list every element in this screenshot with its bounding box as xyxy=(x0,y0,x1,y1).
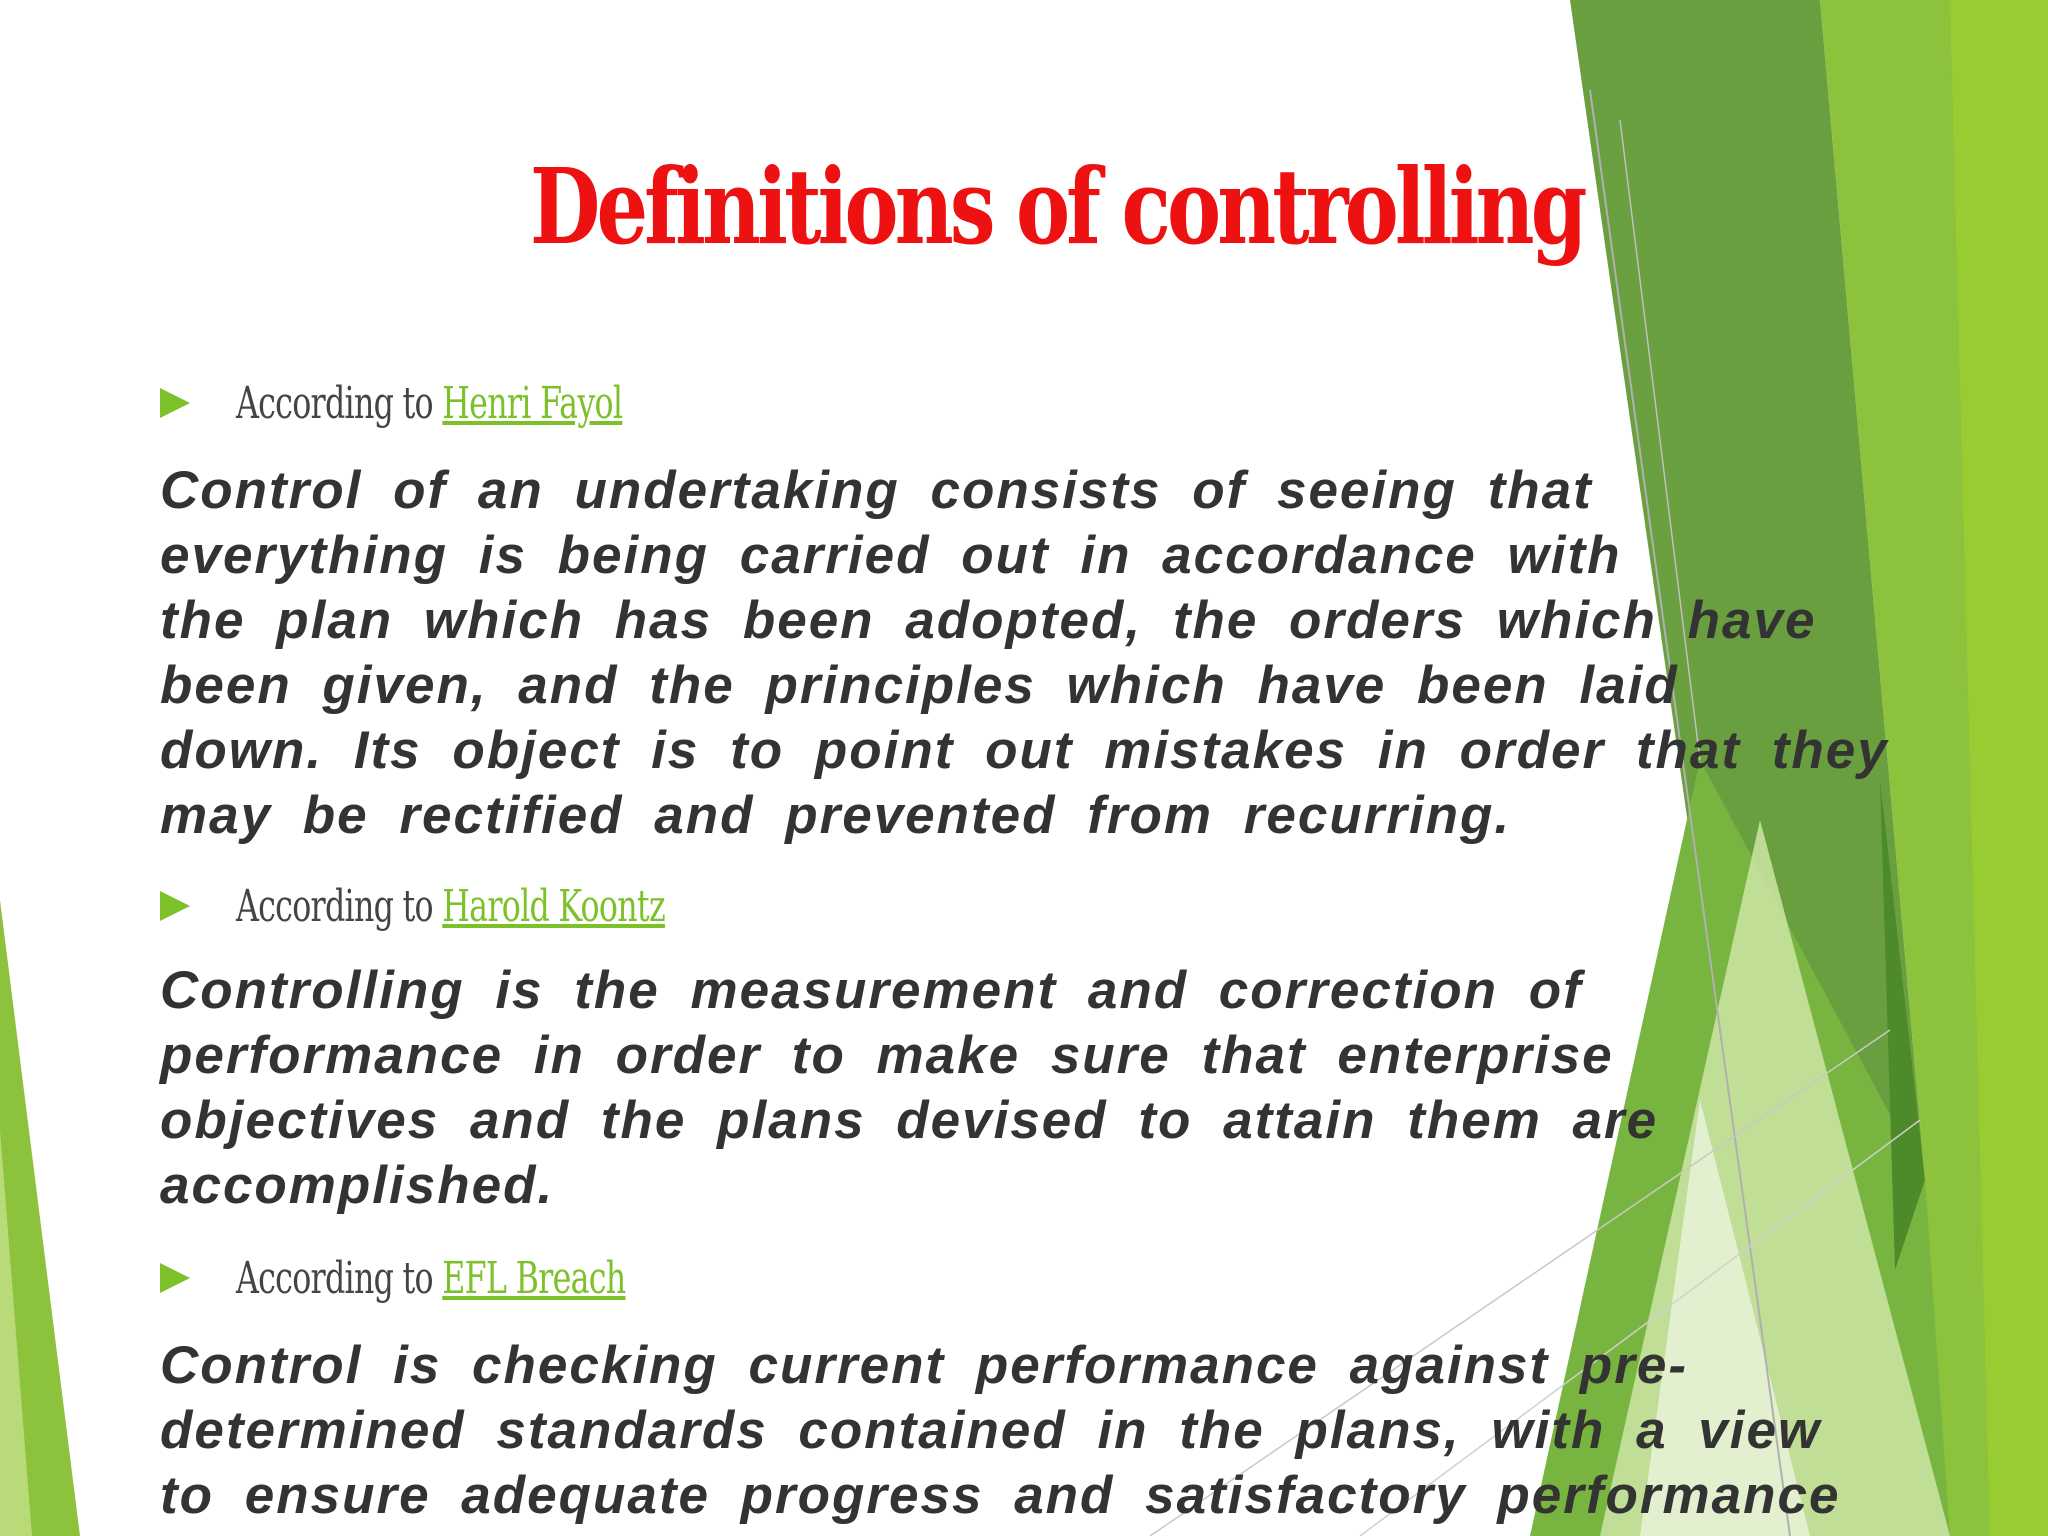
source-prefix: According to xyxy=(236,880,433,932)
source-line-breach xyxy=(160,1248,777,1308)
slide-title: Definitions of controlling xyxy=(530,145,1584,268)
definition-text-breach: Control is checking current performance against pre- determined standards contained in the plans, with a view to ensure adequate progress and satisfactory performance xyxy=(160,1336,1841,1525)
author-link-harold-koontz[interactable]: Harold Koontz xyxy=(442,880,665,932)
source-line-fayol xyxy=(160,373,773,433)
source-label xyxy=(236,1253,625,1304)
author-link-efl-breach[interactable]: EFL Breach xyxy=(442,1252,626,1304)
source-line-koontz xyxy=(160,876,832,936)
right-triangle-icon xyxy=(160,891,190,921)
right-triangle-icon xyxy=(160,388,190,418)
right-triangle-icon xyxy=(160,1263,190,1293)
source-prefix: According to xyxy=(236,377,433,429)
definition-text-fayol: Control of an undertaking consists of seeing that everything is being carried out in accordance with the plan which has been adopted, the orders which have been given, and the principles which have been laid down. Its object is to point out mistakes in order that they may be rectified and prevented from recurring. xyxy=(160,461,1889,845)
source-label xyxy=(236,881,665,932)
author-link-henri-fayol[interactable]: Henri Fayol xyxy=(442,377,623,429)
source-label xyxy=(236,378,622,429)
source-prefix: According to xyxy=(236,1252,433,1304)
definition-text-koontz: Controlling is the measurement and correction of performance in order to make sure that enterprise objectives and the plans devised to attain them are accomplished. xyxy=(160,961,1659,1215)
